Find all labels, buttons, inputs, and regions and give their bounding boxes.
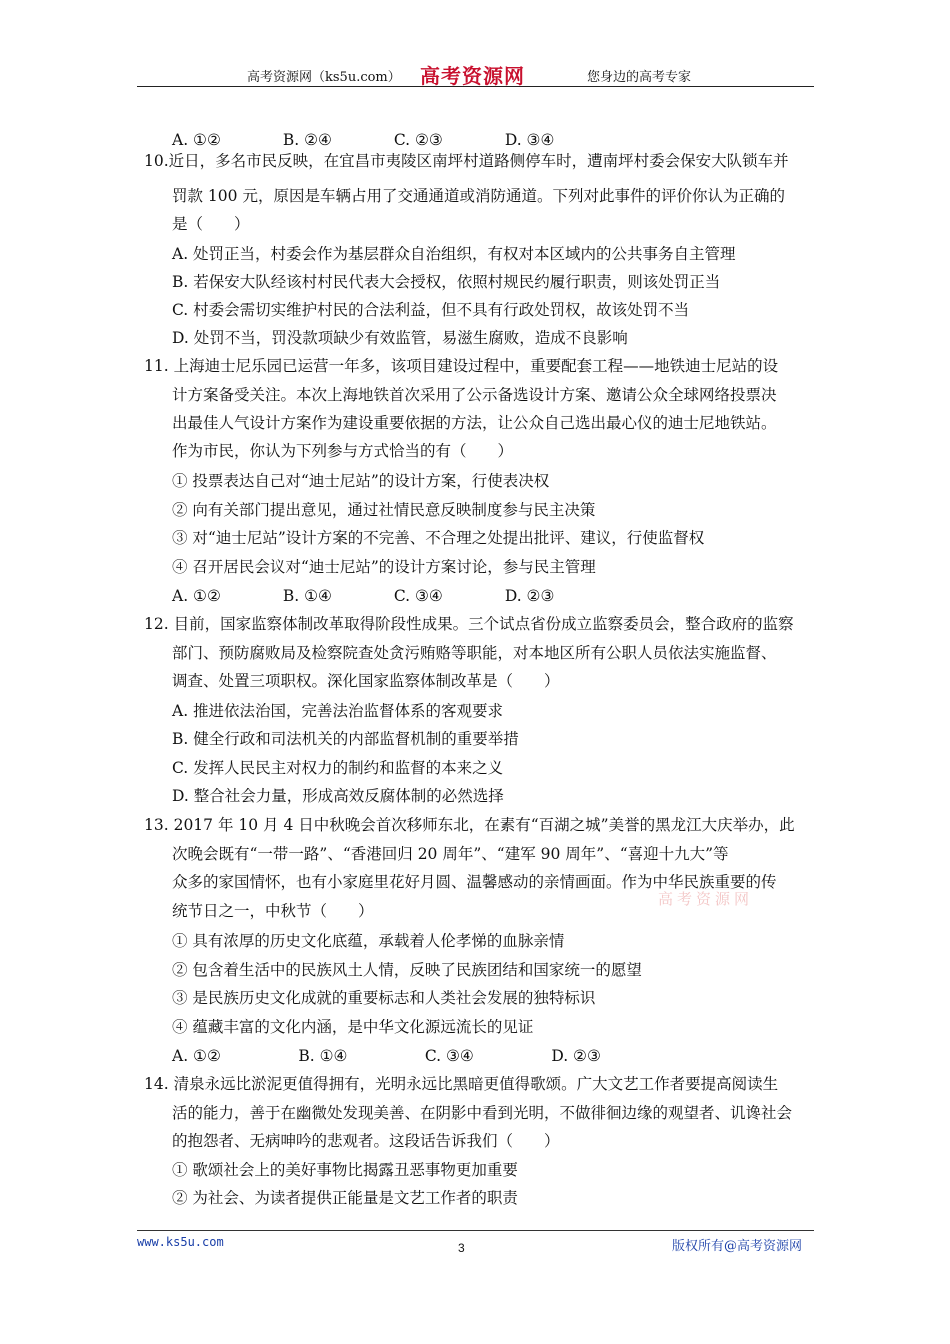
header-logo: 高考资源网 bbox=[420, 64, 525, 88]
text-line: C. 发挥人民民主对权力的制约和监督的本来之义 bbox=[172, 759, 504, 777]
text-line: 11. 上海迪士尼乐园已运营一年多，该项目建设过程中，重要配套工程——地铁迪士尼站的设 bbox=[144, 357, 779, 375]
text-line: 10.近日，多名市民反映，在宜昌市夷陵区南坪村道路侧停车时，遭南坪村委会保安大队锁车并 bbox=[144, 152, 789, 170]
text-line: A. ①② B. ①④ C. ③④ D. ②③ bbox=[172, 587, 555, 605]
text-line: ② 为社会、为读者提供正能量是文艺工作者的职责 bbox=[172, 1189, 518, 1207]
text-line: ① 歌颂社会上的美好事物比揭露丑恶事物更加重要 bbox=[172, 1161, 518, 1179]
text-line: ④ 蕴藏丰富的文化内涵，是中华文化源远流长的见证 bbox=[172, 1018, 534, 1036]
text-line: ① 投票表达自己对“迪士尼站”的设计方案，行使表决权 bbox=[172, 472, 550, 490]
header-site-name: 高考资源网（ks5u.com） bbox=[247, 70, 401, 85]
text-line: ② 向有关部门提出意见，通过社情民意反映制度参与民主决策 bbox=[172, 501, 596, 519]
text-line: D. 处罚不当，罚没款项缺少有效监管，易滋生腐败，造成不良影响 bbox=[172, 329, 628, 347]
text-line: 活的能力，善于在幽微处发现美善、在阴影中看到光明，不做徘徊边缘的观望者、讥谗社会 bbox=[172, 1104, 793, 1122]
footer-copyright: 版权所有@高考资源网 bbox=[672, 1239, 803, 1254]
text-line: ① 具有浓厚的历史文化底蕴，承载着人伦孝悌的血脉亲情 bbox=[172, 932, 565, 950]
text-line: A. 推进依法治国，完善法治监督体系的客观要求 bbox=[172, 702, 504, 720]
text-line: 统节日之一，中秋节（ ） bbox=[172, 902, 374, 920]
watermark: 高考资源网 bbox=[658, 890, 754, 908]
header-slogan: 您身边的高考专家 bbox=[587, 70, 692, 85]
text-line: C. 村委会需切实维护村民的合法利益，但不具有行政处罚权，故该处罚不当 bbox=[172, 301, 690, 319]
text-line: 次晚会既有“一带一路”、“香港回归 20 周年”、“建军 90 周年”、“喜迎十九大”等 bbox=[172, 845, 729, 863]
page-header bbox=[137, 60, 814, 87]
text-line: 部门、预防腐败局及检察院查处贪污贿赂等职能，对本地区所有公职人员依法实施监督、 bbox=[172, 644, 777, 662]
text-line: B. 健全行政和司法机关的内部监督机制的重要举措 bbox=[172, 730, 519, 748]
text-line: 出最佳人气设计方案作为建设重要依据的方法，让公众自己选出最心仪的迪士尼地铁站。 bbox=[172, 414, 777, 432]
text-line: D. 整合社会力量，形成高效反腐体制的必然选择 bbox=[172, 787, 504, 805]
text-line: A. ①② B. ①④ C. ③④ D. ②③ bbox=[172, 1047, 601, 1065]
text-line: ③ 对“迪士尼站”设计方案的不完善、不合理之处提出批评、建议，行使监督权 bbox=[172, 529, 705, 547]
text-line: 作为市民，你认为下列参与方式恰当的有（ ） bbox=[172, 442, 514, 460]
text-line: 众多的家国情怀，也有小家庭里花好月圆、温馨感动的亲情画面。作为中华民族重要的传 bbox=[172, 873, 777, 891]
text-line: ② 包含着生活中的民族风土人情，反映了民族团结和国家统一的愿望 bbox=[172, 961, 642, 979]
text-line: 13. 2017 年 10 月 4 日中秋晚会首次移师东北，在素有“百湖之城”美誉的黑龙江大庆举办，此 bbox=[144, 816, 795, 834]
text-line: 是（ ） bbox=[172, 215, 250, 233]
page-number: 3 bbox=[458, 1241, 465, 1255]
text-line: 的抱怨者、无病呻吟的悲观者。这段话告诉我们（ ） bbox=[172, 1132, 560, 1150]
text-line: A. 处罚正当，村委会作为基层群众自治组织，有权对本区域内的公共事务自主管理 bbox=[172, 245, 736, 263]
text-line: ③ 是民族历史文化成就的重要标志和人类社会发展的独特标识 bbox=[172, 989, 596, 1007]
text-line: ④ 召开居民会议对“迪士尼站”的设计方案讨论，参与民主管理 bbox=[172, 558, 596, 576]
text-line: A. ①② B. ②④ C. ②③ D. ③④ bbox=[172, 131, 555, 149]
footer-divider bbox=[137, 1230, 814, 1231]
text-line: 计方案备受关注。本次上海地铁首次采用了公示备选设计方案、邀请公众全球网络投票决 bbox=[172, 386, 777, 404]
text-line: 罚款 100 元，原因是车辆占用了交通通道或消防通道。下列对此事件的评价你认为正确的 bbox=[172, 187, 785, 205]
text-line: 12. 目前，国家监察体制改革取得阶段性成果。三个试点省份成立监察委员会，整合政府的监察 bbox=[144, 615, 794, 633]
footer-website-link[interactable]: www.ks5u.com bbox=[137, 1235, 224, 1249]
text-line: 调查、处置三项职权。深化国家监察体制改革是（ ） bbox=[172, 672, 560, 690]
text-line: 14. 清泉永远比淤泥更值得拥有，光明永远比黑暗更值得歌颂。广大文艺工作者要提高阅读生 bbox=[144, 1075, 779, 1093]
text-line: B. 若保安大队经该村村民代表大会授权，依照村规民约履行职责，则该处罚正当 bbox=[172, 273, 721, 291]
